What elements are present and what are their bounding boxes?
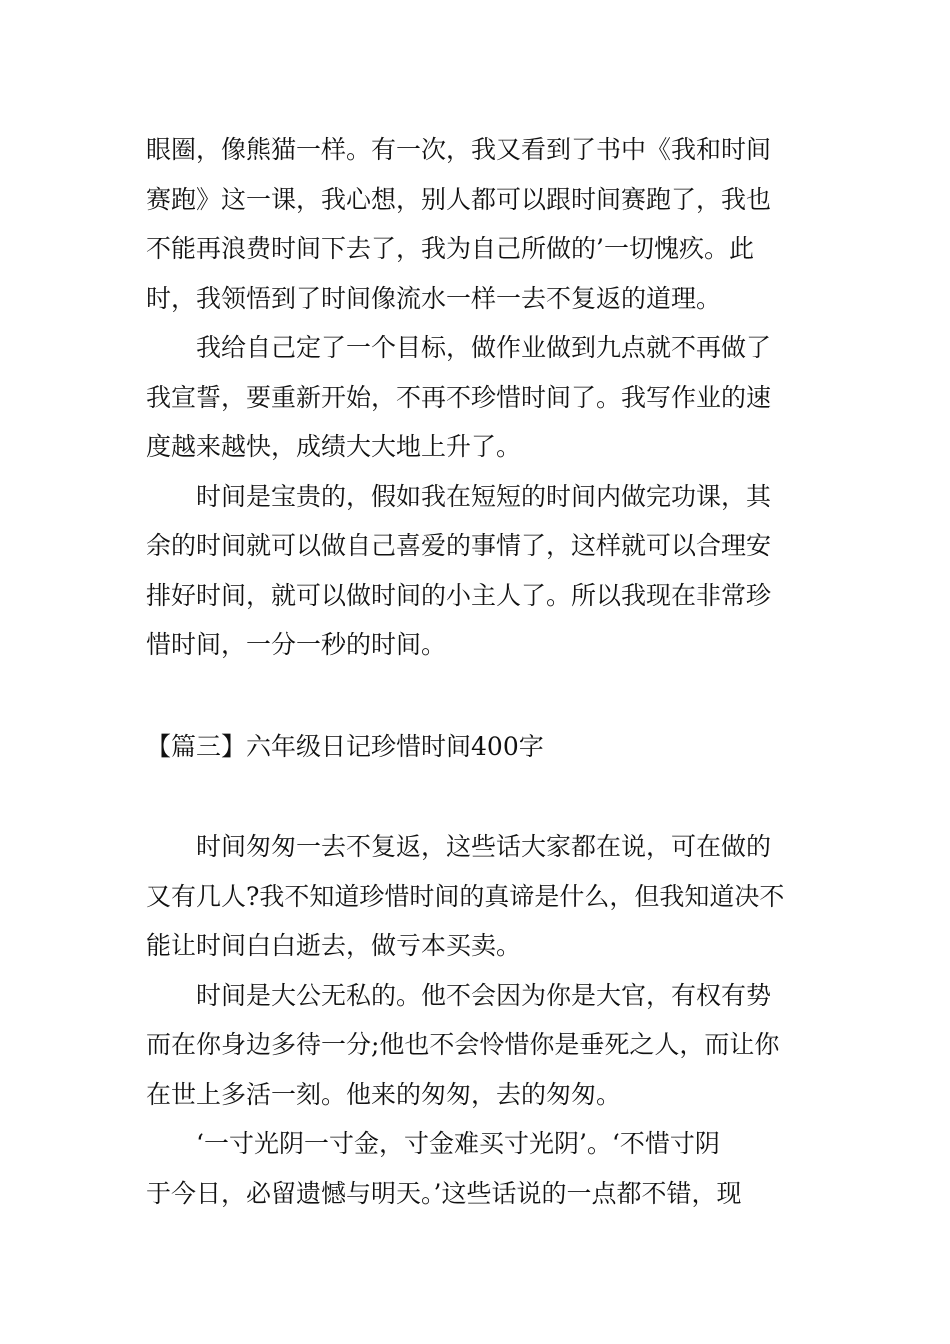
text-line: 赛跑》这一课，我心想，别人都可以跟时间赛跑了，我也 bbox=[146, 184, 772, 214]
text-line: 时，我领悟到了时间像流水一样一去不复返的道理。 bbox=[146, 283, 722, 313]
text-line: 眼圈，像熊猫一样。有一次，我又看到了书中《我和时间 bbox=[146, 135, 772, 164]
text-line: 时间是大公无私的。他不会因为你是大官，有权有势 bbox=[146, 980, 772, 1010]
text-line: 排好时间，就可以做时间的小主人了。所以我现在非常珍 bbox=[146, 580, 772, 610]
text-line: 时间匆匆一去不复返，这些话大家都在说，可在做的 bbox=[146, 832, 772, 861]
text-line: 时间是宝贵的，假如我在短短的时间内做完功课，其 bbox=[146, 481, 772, 511]
text-line: 我给自己定了一个目标，做作业做到九点就不再做了 bbox=[146, 333, 772, 362]
text-line: ‘一寸光阴一寸金，寸金难买寸光阴’。‘不惜寸阴 bbox=[146, 1129, 720, 1158]
text-line: 能让时间白白逝去，做亏本买卖。 bbox=[146, 931, 522, 960]
text-line: 不能再浪费时间下去了，我为自己所做的’一切愧疚。此 bbox=[146, 234, 754, 263]
text-line: 于今日，必留遗憾与明天。’这些话说的一点都不错，现 bbox=[146, 1178, 742, 1208]
text-line: 余的时间就可以做自己喜爱的事情了，这样就可以合理安 bbox=[146, 531, 772, 560]
text-line: 我宣誓，要重新开始，不再不珍惜时间了。我写作业的速 bbox=[146, 382, 772, 412]
section-two-text bbox=[146, 822, 810, 1218]
text-line: 又有几人?我不知道珍惜时间的真谛是什么，但我知道决不 bbox=[146, 881, 785, 911]
text-line: 而在你身边多待一分;他也不会怜惜你是垂死之人，而让你 bbox=[146, 1030, 780, 1059]
section-heading: 【篇三】六年级日记珍惜时间400字 bbox=[146, 732, 544, 761]
text-line: 度越来越快，成绩大大地上升了。 bbox=[146, 432, 522, 461]
section-one-text bbox=[146, 125, 810, 670]
text-line: 惜时间，一分一秒的时间。 bbox=[146, 630, 447, 659]
text-line: 在世上多活一刻。他来的匆匆，去的匆匆。 bbox=[146, 1079, 622, 1109]
